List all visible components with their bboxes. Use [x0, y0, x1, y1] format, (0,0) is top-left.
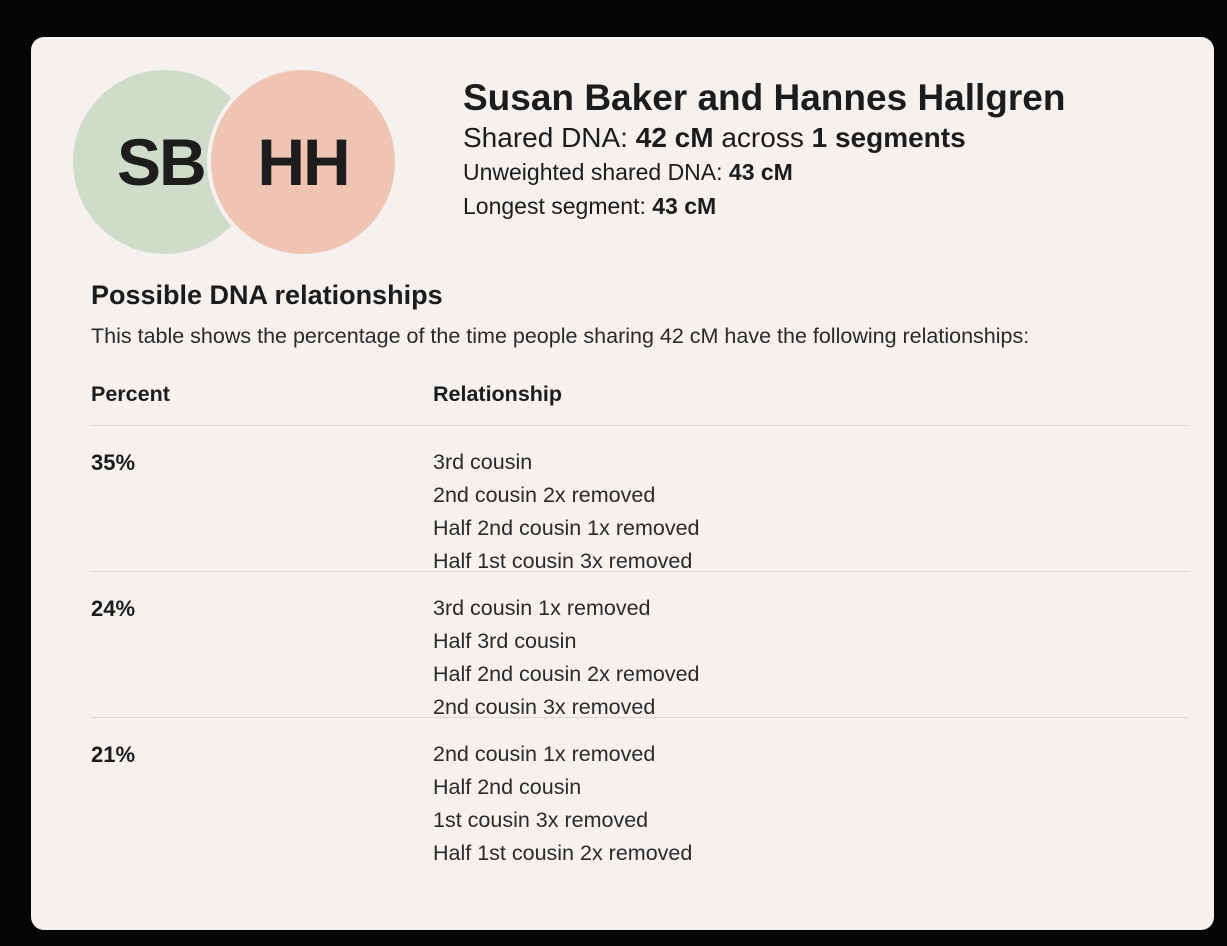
- relationship-item: Half 1st cousin 3x removed: [433, 549, 693, 573]
- percent-cell: 24%: [91, 596, 136, 621]
- unweighted-dna-line: [463, 155, 1183, 189]
- avatar-second-initials: HH: [257, 125, 349, 199]
- relationship-item: Half 2nd cousin: [433, 775, 582, 799]
- unweighted-value: 43 cM: [728, 159, 793, 185]
- relationship-cell: [433, 592, 1188, 717]
- match-card: [31, 37, 1214, 930]
- relationship-cell: [433, 446, 1188, 571]
- percent-cell: 21%: [91, 742, 136, 767]
- relationship-item: 1st cousin 3x removed: [433, 808, 649, 832]
- avatar-second-person: [211, 70, 395, 254]
- relationship-item: 2nd cousin 1x removed: [433, 742, 656, 766]
- percent-cell: 35%: [91, 450, 136, 475]
- avatar-group: [73, 70, 403, 255]
- relationship-item: 2nd cousin 3x removed: [433, 695, 656, 719]
- longest-value: 43 cM: [652, 193, 717, 219]
- section-title: Possible DNA relationships: [91, 280, 443, 310]
- relationship-item: 3rd cousin: [433, 450, 533, 474]
- shared-dna-line: [463, 121, 1183, 155]
- avatar-first-initials: SB: [117, 125, 205, 199]
- table-row: [91, 718, 1188, 864]
- table-header: [91, 377, 1188, 426]
- relationship-cell: [433, 738, 1188, 864]
- table-row: [91, 426, 1188, 572]
- longest-label: Longest segment:: [463, 193, 653, 219]
- unweighted-label: Unweighted shared DNA:: [463, 159, 729, 185]
- shared-dna-value: 42 cM: [635, 122, 714, 153]
- relationship-item: 2nd cousin 2x removed: [433, 483, 656, 507]
- shared-dna-across: across: [713, 122, 812, 153]
- segments-value: 1 segments: [811, 122, 966, 153]
- relationship-item: 3rd cousin 1x removed: [433, 596, 651, 620]
- match-header: [463, 77, 1183, 223]
- relationship-item: Half 3rd cousin: [433, 629, 577, 653]
- relationship-item: Half 2nd cousin 2x removed: [433, 662, 700, 686]
- section-description: This table shows the percentage of the time people sharing 42 cM have the following relationships:: [91, 324, 1030, 348]
- match-title: Susan Baker and Hannes Hallgren: [463, 77, 1066, 118]
- relationships-table: [91, 377, 1188, 864]
- column-header-relationship: Relationship: [433, 382, 563, 406]
- relationship-item: Half 2nd cousin 1x removed: [433, 516, 700, 540]
- longest-segment-line: [463, 189, 1183, 223]
- relationship-item: Half 1st cousin 2x removed: [433, 841, 693, 865]
- table-row: [91, 572, 1188, 718]
- column-header-percent: Percent: [91, 382, 170, 406]
- shared-dna-label: Shared DNA:: [463, 122, 636, 153]
- relationships-section: [91, 277, 1191, 351]
